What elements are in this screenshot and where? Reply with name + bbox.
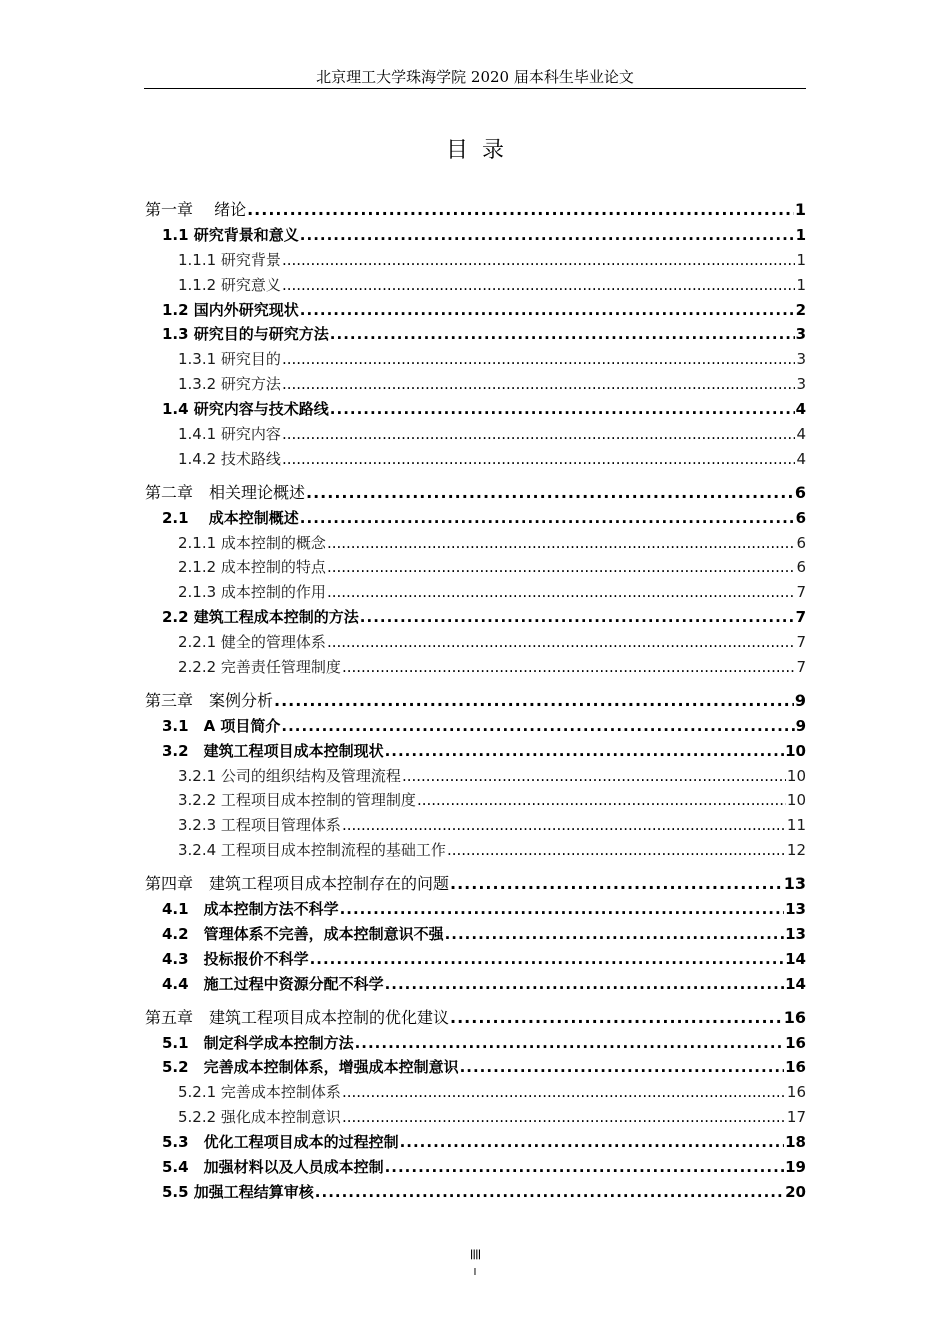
toc-entry-label: 1.1 研究背景和意义 xyxy=(162,225,299,244)
toc-entry-page: 17 xyxy=(786,1108,806,1127)
toc-entry-label: 第二章 相关理论概述 xyxy=(145,482,306,502)
toc-dot-leader xyxy=(282,273,796,298)
toc-entry-label: 4.4 施工过程中资源分配不科学 xyxy=(162,974,384,993)
toc-dot-leader xyxy=(327,531,796,556)
toc-entry-l2[interactable] xyxy=(145,630,806,655)
toc-entry-page: 10 xyxy=(786,791,806,810)
toc-dot-leader xyxy=(310,947,785,972)
toc-entry-l1[interactable] xyxy=(145,397,806,422)
toc-entry-label: 1.3 研究目的与研究方法 xyxy=(162,325,329,344)
toc-entry-chapter[interactable] xyxy=(145,872,806,897)
toc-dot-leader xyxy=(306,481,794,506)
toc-entry-page: 14 xyxy=(785,974,806,993)
toc-dot-leader xyxy=(274,689,794,714)
toc-entry-page: 4 xyxy=(795,400,806,419)
toc-entry-chapter[interactable] xyxy=(145,1006,806,1031)
toc-entry-page: 4 xyxy=(796,425,806,444)
toc-title: 目录 xyxy=(445,138,518,163)
toc-entry-l2[interactable] xyxy=(145,555,806,580)
toc-entry-label: 1.4.2 技术路线 xyxy=(178,449,281,468)
toc-entry-l2[interactable] xyxy=(145,813,806,838)
toc-entry-page: 11 xyxy=(786,816,806,835)
toc-entry-chapter[interactable] xyxy=(145,481,806,506)
toc-entry-l2[interactable] xyxy=(145,1105,806,1130)
toc-dot-leader xyxy=(282,372,796,397)
toc-entry-label: 5.5 加强工程结算审核 xyxy=(162,1182,314,1201)
header-rule xyxy=(144,88,806,89)
toc-entry-l2[interactable] xyxy=(145,655,806,680)
toc-entry-label: 2.1.1 成本控制的概念 xyxy=(178,533,326,552)
toc-entry-page: 3 xyxy=(796,375,806,394)
toc-entry-page: 7 xyxy=(795,608,806,627)
toc-entry-label: 2.2.2 完善责任管理制度 xyxy=(178,658,341,677)
toc-entry-l2[interactable] xyxy=(145,764,806,789)
toc-dot-leader xyxy=(445,922,785,947)
toc-entry-label: 第一章 绪论 xyxy=(145,200,247,219)
toc-entry-label: 5.2 完善成本控制体系，增强成本控制意识 xyxy=(162,1058,459,1077)
toc-dot-leader xyxy=(400,1130,785,1155)
toc-entry-l2[interactable] xyxy=(145,273,806,298)
toc-dot-leader xyxy=(315,1180,784,1205)
toc-entry-label: 第三章 案例分析 xyxy=(145,690,274,710)
toc-entry-chapter[interactable] xyxy=(145,689,806,714)
toc-entry-label: 5.2.2 强化成本控制意识 xyxy=(178,1108,341,1127)
toc-dot-leader xyxy=(300,506,795,531)
toc-entry-page: 1 xyxy=(795,225,806,244)
toc-entry-label: 2.1.2 成本控制的特点 xyxy=(178,558,326,577)
toc-entry-l1[interactable] xyxy=(145,605,806,630)
toc-dot-leader xyxy=(330,322,795,347)
toc-entry-label: 1.4.1 研究内容 xyxy=(178,425,281,444)
toc-entry-l2[interactable] xyxy=(145,447,806,472)
toc-entry-label: 2.2 建筑工程成本控制的方法 xyxy=(162,608,359,627)
toc-entry-page: 12 xyxy=(786,841,806,860)
toc-entry-l1[interactable] xyxy=(145,739,806,764)
toc-dot-leader xyxy=(330,397,795,422)
toc-entry-page: 16 xyxy=(785,1033,806,1052)
toc-entry-page: 6 xyxy=(795,508,806,527)
toc-entry-page: 14 xyxy=(785,949,806,968)
toc-dot-leader xyxy=(447,838,786,863)
toc-entry-page: 6 xyxy=(794,482,806,502)
toc-entry-label: 3.2 建筑工程项目成本控制现状 xyxy=(162,741,384,760)
toc-entry-label: 第五章 建筑工程项目成本控制的优化建议 xyxy=(145,1007,450,1027)
toc-dot-leader xyxy=(402,764,786,789)
page-number: I xyxy=(473,1267,477,1278)
toc-entry-page: 1 xyxy=(794,200,806,219)
toc-dot-leader xyxy=(385,972,785,997)
toc-entry-page: 13 xyxy=(783,874,806,894)
toc-entry-page: 10 xyxy=(785,741,806,760)
toc-entry-page: 2 xyxy=(795,300,806,319)
toc-entry-chapter[interactable] xyxy=(145,198,806,223)
toc-entry-label: 3.2.3 工程项目管理体系 xyxy=(178,816,341,835)
toc-entry-page: 10 xyxy=(786,766,806,785)
toc-entry-page: 19 xyxy=(785,1157,806,1176)
toc-entry-page: 16 xyxy=(785,1058,806,1077)
toc-dot-leader xyxy=(340,897,785,922)
toc-dot-leader xyxy=(327,555,796,580)
toc-entry-label: 3.2.2 工程项目成本控制的管理制度 xyxy=(178,791,416,810)
toc-entry-page: 6 xyxy=(796,558,806,577)
toc-dot-leader xyxy=(281,714,794,739)
page-header: 北京理工大学珠海学院 2020 届本科生毕业论文 xyxy=(316,68,634,86)
toc-entry-label: 第四章 建筑工程项目成本控制存在的问题 xyxy=(145,874,450,894)
toc-dot-leader xyxy=(342,1105,786,1130)
toc-entry-l1[interactable] xyxy=(145,972,806,997)
toc-dot-leader xyxy=(327,630,796,655)
toc-entry-page: 16 xyxy=(786,1083,806,1102)
toc-dot-leader xyxy=(282,347,796,372)
toc-entry-label: 3.2.4 工程项目成本控制流程的基础工作 xyxy=(178,841,446,860)
toc-dot-leader xyxy=(385,739,785,764)
toc-entry-l1[interactable] xyxy=(145,897,806,922)
toc-entry-l2[interactable] xyxy=(145,248,806,273)
footer-mark: |||| xyxy=(469,1249,481,1260)
toc-entry-page: 7 xyxy=(796,633,806,652)
toc-entry-l1[interactable] xyxy=(145,298,806,323)
toc-dot-leader xyxy=(300,298,795,323)
toc-entry-label: 1.4 研究内容与技术路线 xyxy=(162,400,329,419)
toc-entry-l1[interactable] xyxy=(145,1055,806,1080)
toc-entry-label: 4.3 投标报价不科学 xyxy=(162,949,309,968)
toc-dot-leader xyxy=(342,813,786,838)
toc-entry-page: 7 xyxy=(796,583,806,602)
toc-dot-leader xyxy=(327,580,796,605)
toc-entry-label: 3.2.1 公司的组织结构及管理流程 xyxy=(178,766,401,785)
toc-entry-l1[interactable] xyxy=(145,322,806,347)
toc-entry-page: 20 xyxy=(785,1182,806,1201)
toc-entry-page: 3 xyxy=(796,350,806,369)
toc-entry-page: 1 xyxy=(796,275,806,294)
toc-dot-leader xyxy=(282,447,796,472)
toc-entry-l2[interactable] xyxy=(145,838,806,863)
toc-dot-leader xyxy=(385,1155,785,1180)
toc-entry-l1[interactable] xyxy=(145,947,806,972)
toc-entry-l1[interactable] xyxy=(145,506,806,531)
toc-entry-l1[interactable] xyxy=(145,1031,806,1056)
toc-entry-label: 5.4 加强材料以及人员成本控制 xyxy=(162,1157,384,1176)
toc-entry-label: 1.1.2 研究意义 xyxy=(178,275,281,294)
toc-entry-label: 5.2.1 完善成本控制体系 xyxy=(178,1083,341,1102)
toc-dot-leader xyxy=(342,655,796,680)
toc-entry-label: 3.1 A 项目简介 xyxy=(162,716,281,735)
toc-entry-label: 2.1 成本控制概述 xyxy=(162,508,299,527)
toc-entry-label: 4.2 管理体系不完善，成本控制意识不强 xyxy=(162,924,444,943)
toc-dot-leader xyxy=(417,788,786,813)
toc-entry-label: 1.3.1 研究目的 xyxy=(178,350,281,369)
toc-dot-leader xyxy=(247,198,794,223)
toc-entry-l2[interactable] xyxy=(145,788,806,813)
toc-dot-leader xyxy=(355,1031,785,1056)
toc-entry-label: 1.2 国内外研究现状 xyxy=(162,300,299,319)
toc-dot-leader xyxy=(282,422,796,447)
toc-entry-l2[interactable] xyxy=(145,1080,806,1105)
toc-entry-page: 6 xyxy=(796,533,806,552)
toc-entry-page: 9 xyxy=(795,716,806,735)
toc-entry-page: 7 xyxy=(796,658,806,677)
toc-entry-l1[interactable] xyxy=(145,922,806,947)
toc-dot-leader xyxy=(342,1080,786,1105)
toc-entry-page: 1 xyxy=(796,250,806,269)
toc-entry-label: 2.1.3 成本控制的作用 xyxy=(178,583,326,602)
toc-entry-page: 16 xyxy=(783,1007,806,1027)
toc-entry-page: 9 xyxy=(794,690,806,710)
toc-dot-leader xyxy=(360,605,795,630)
toc-entry-l2[interactable] xyxy=(145,580,806,605)
toc-entry-l1[interactable] xyxy=(145,1180,806,1205)
toc-entry-label: 5.1 制定科学成本控制方法 xyxy=(162,1033,354,1052)
toc-dot-leader xyxy=(450,1006,783,1031)
toc-entry-page: 3 xyxy=(795,325,806,344)
toc-dot-leader xyxy=(450,872,783,897)
toc-dot-leader xyxy=(460,1055,785,1080)
toc-entry-label: 1.3.2 研究方法 xyxy=(178,375,281,394)
toc-entry-l1[interactable] xyxy=(145,1130,806,1155)
toc-entry-page: 4 xyxy=(796,449,806,468)
toc-entry-label: 5.3 优化工程项目成本的过程控制 xyxy=(162,1133,399,1152)
toc-entry-l2[interactable] xyxy=(145,372,806,397)
toc-entry-page: 18 xyxy=(785,1133,806,1152)
toc-entry-l1[interactable] xyxy=(145,223,806,248)
toc-entry-page: 13 xyxy=(785,924,806,943)
toc-entry-page: 13 xyxy=(785,900,806,919)
table-of-contents xyxy=(145,198,806,1205)
toc-dot-leader xyxy=(300,223,795,248)
toc-dot-leader xyxy=(282,248,796,273)
toc-entry-label: 1.1.1 研究背景 xyxy=(178,250,281,269)
toc-entry-l2[interactable] xyxy=(145,422,806,447)
toc-entry-l1[interactable] xyxy=(145,714,806,739)
toc-entry-label: 2.2.1 健全的管理体系 xyxy=(178,633,326,652)
toc-entry-l2[interactable] xyxy=(145,531,806,556)
toc-entry-label: 4.1 成本控制方法不科学 xyxy=(162,900,339,919)
toc-entry-l2[interactable] xyxy=(145,347,806,372)
toc-entry-l1[interactable] xyxy=(145,1155,806,1180)
